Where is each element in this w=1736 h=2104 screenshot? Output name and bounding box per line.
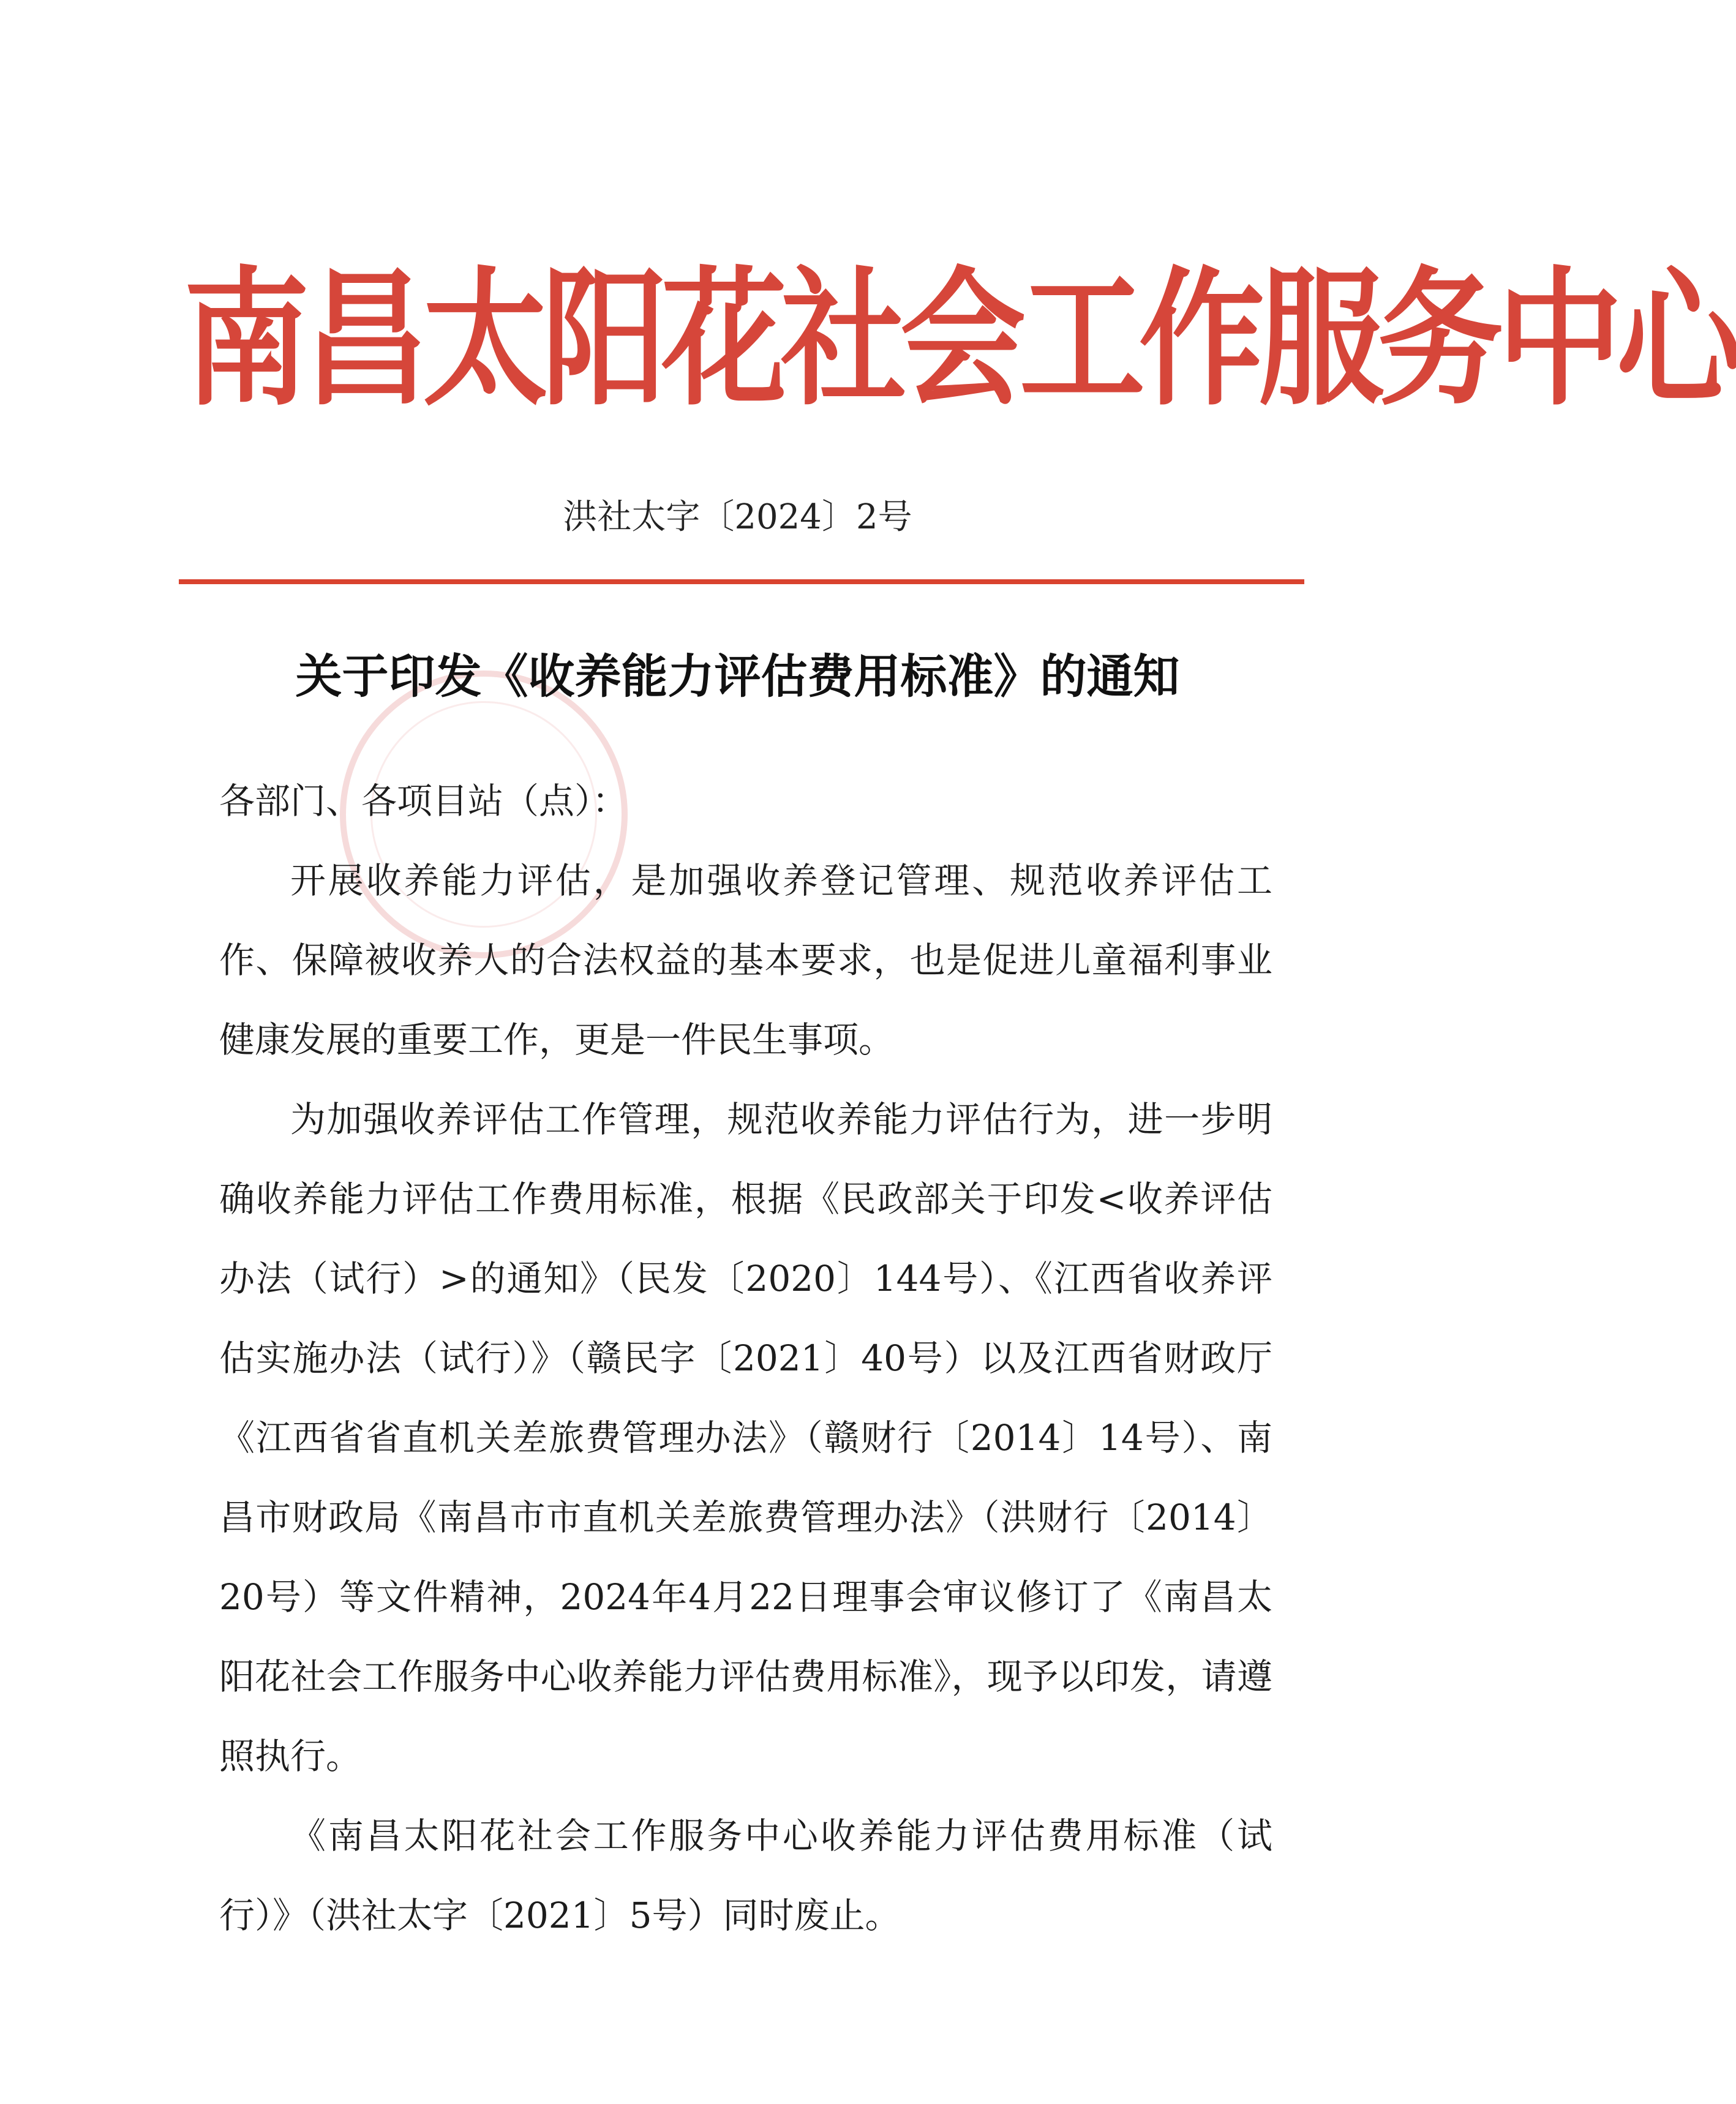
organization-header: 南昌太阳花社会工作服务中心 <box>184 252 1736 426</box>
header-divider <box>179 579 1304 584</box>
document-number: 洪社太字〔2024〕2号 <box>563 497 912 537</box>
notice-title: 关于印发《收养能力评估费用标准》的通知 <box>295 649 1180 704</box>
body-paragraph-3: 《南昌太阳花社会工作服务中心收养能力评估费用标准（试行）》（洪社太字〔2021〕5号）同时废止。 <box>219 1815 1272 1936</box>
body-paragraph-2: 为加强收养评估工作管理，规范收养能力评估行为，进一步明确收养能力评估工作费用标准，根据《民政部关于印发<收养评估办法（试行）>的通知》（民发〔2020〕144号）、《江西省收养评估实施办法（试行）》（赣民字〔2021〕40号）以及江西省财政厅《江西省省直机关差旅费管理办法》（赣财行〔2014〕14号）、南昌市财政局《南昌市市直机关差旅费管理办法》（洪财行〔2014〕20号）等文件精神，2024年4月22日理事会审议修订了《南昌太阳花社会工作服务中心收养能力评估费用标准》，现予以印发，请遵照执行。 <box>219 1099 1272 1777</box>
body-paragraph-1: 开展收养能力评估，是加强收养登记管理、规范收养评估工作、保障被收养人的合法权益的基本要求，也是促进儿童福利事业健康发展的重要工作，更是一件民生事项。 <box>219 860 1272 1061</box>
notice-body <box>219 761 1272 1955</box>
salutation: 各部门、各项目站（点）： <box>219 780 628 822</box>
